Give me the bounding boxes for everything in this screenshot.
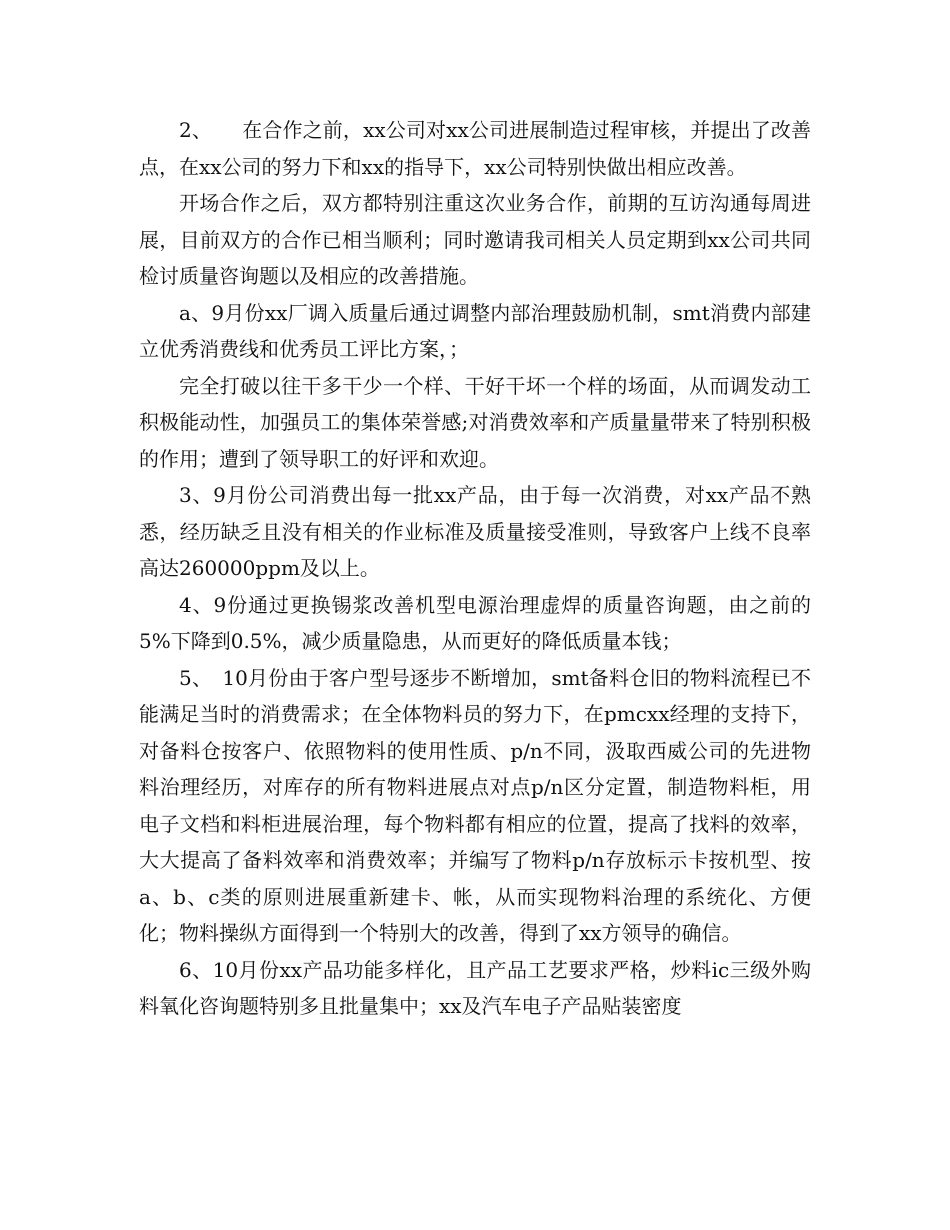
paragraph-2: 开场合作之后，双方都特别注重这次业务合作，前期的互访沟通每周进展，目前双方的合作已相当顺利；同时邀请我司相关人员定期到xx公司共同检讨质量咨询题以及相应的改善措施。 — [139, 191, 811, 288]
paragraph-7: 5、 10月份由于客户型号逐步不断增加，smt备料仓旧的物料流程已不能满足当时的消费需求；在全体物料员的努力下，在pmcxx经理的支持下，对备料仓按客户、依照物料的使用性质、p/n不同，汲取西威公司的先进物料治理经历，对库存的所有物料进展点对点p/n区分定置，制造物料柜，用电子文档和料柜进展治理，每个物料都有相应的位置，提高了找料的效率，大大提高了备料效率和消费效率；并编写了物料p/n存放标示卡按机型、按a、b、c类的原则进展重新建卡、帐，从而实现物料治理的系统化、方便化；物料操纵方面得到一个特别大的改善，得到了xx方领导的确信。 — [139, 665, 811, 945]
paragraph-6: 4、9份通过更换锡浆改善机型电源治理虚焊的质量咨询题，由之前的5%下降到0.5%，减少质量隐患，从而更好的降低质量本钱； — [139, 592, 811, 653]
document-body — [139, 112, 811, 1025]
paragraph-8: 6、10月份xx产品功能多样化，且产品工艺要求严格，炒料ic三级外购料氧化咨询题特别多且批量集中；xx及汽车电子产品贴装密度 — [139, 957, 811, 1018]
paragraph-5: 3、9月份公司消费出每一批xx产品，由于每一次消费，对xx产品不熟悉，经历缺乏且没有相关的作业标准及质量接受准则，导致客户上线不良率高达260000ppm及以上。 — [139, 483, 811, 580]
paragraph-3: a、9月份xx厂调入质量后通过调整内部治理鼓励机制，smt消费内部建立优秀消费线和优秀员工评比方案，； — [139, 300, 811, 361]
paragraph-4: 完全打破以往干多干少一个样、干好干坏一个样的场面，从而调发动工积极能动性，加强员工的集体荣誉感;对消费效率和产质量量带来了特别积极的作用；遭到了领导职工的好评和欢迎。 — [139, 373, 811, 471]
paragraph-1: 2、 在合作之前，xx公司对xx公司进展制造过程审核，并提出了改善点，在xx公司的努力下和xx的指导下，xx公司特别快做出相应改善。 — [139, 118, 811, 179]
